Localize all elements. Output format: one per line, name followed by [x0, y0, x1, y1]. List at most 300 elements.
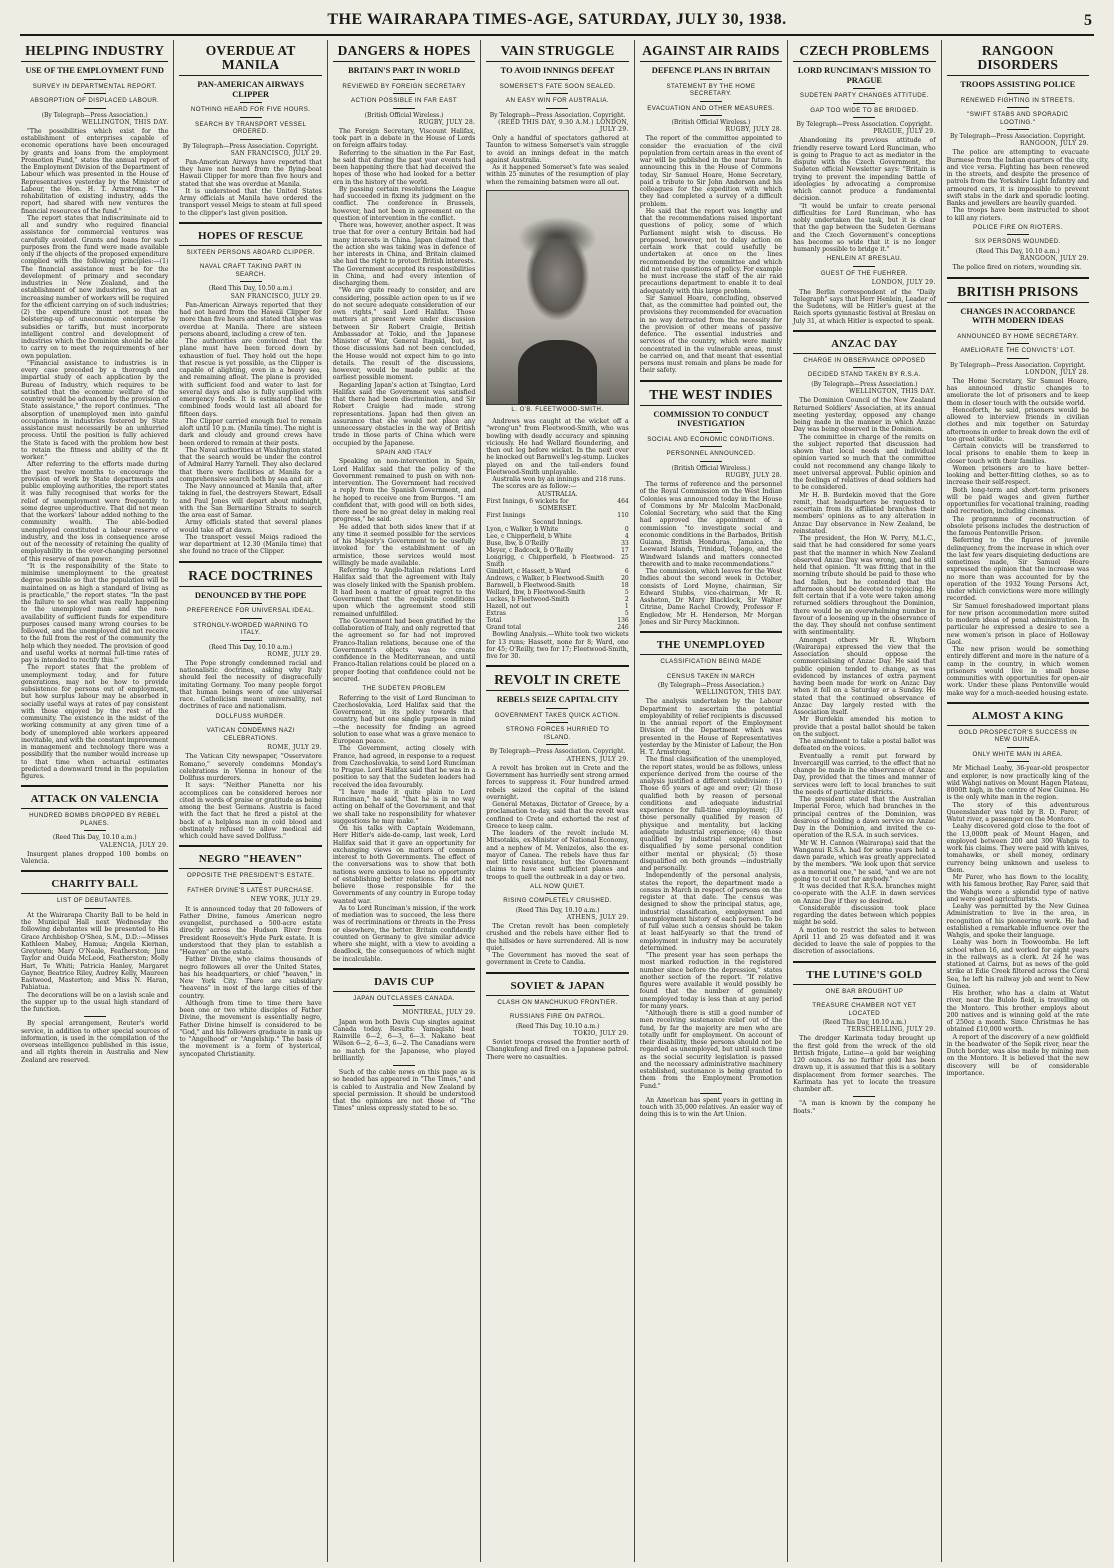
place: (REED THIS DAY, 9.30 A.M.) LONDON, JULY 29. [498, 118, 629, 133]
masthead-title: THE WAIRARAPA TIMES-AGE, SATURDAY, JULY 30, 1938. [327, 11, 787, 28]
paragraph: The transport vessel Meigs radioed the war department at 12.30 (Manila time) that she found no trace of the Clipper. [179, 533, 322, 556]
agency: (British Official Wireless.) [364, 111, 444, 119]
batsman: Lyon, c Walker, b White [486, 526, 559, 534]
paragraph: Mr Burdekin amended his motion to provide that a postal ballot should be taken on the subject. [793, 716, 936, 738]
scoreboard-innings-heading: Second Innings. [532, 519, 583, 527]
dateline [793, 1019, 935, 1033]
paragraph: The Government had been gratified by the collaboration of Italy, and only regretted that the agreement so far had not improved Franco-Italian relations, because one of the Government's objects was to create confidence in the Mediterranean, and until Franco-Italian relations could be placed on a proper footing that confidence could not be secured. [332, 617, 476, 683]
place: WELLINGTON, THIS DAY. [695, 689, 783, 697]
divider [1007, 329, 1029, 330]
table-row [486, 596, 628, 603]
subheadline: NOTHING HEARD FOR FIVE HOURS. [190, 106, 311, 113]
agency: (Reed This Day, 10.10 a.m.) [515, 906, 600, 914]
paragraph: Both long-term and short-term prisoners will be paid wages and given further opportunities for vocational training, reading and recreation, including cinemas. [946, 486, 1089, 516]
divider [1007, 234, 1029, 235]
headline: SOVIET & JAPAN [486, 980, 628, 996]
paragraph: Sir Samuel Hoare, concluding, observed that, as the committee had pointed out, the provisions they recommended for evacuation in no way detracted from the necessity for the provision of other means of passive defence. The essential industries and services of the country, which were mainly concentrated in the vulnerable areas, must be carried on, and that meant that essential persons must remain and plans be made for their safety. [639, 294, 783, 375]
divider [393, 108, 415, 109]
article-hopes-of-rescue [179, 222, 321, 556]
divider [240, 603, 262, 604]
subheadline: STRONGLY-WORDED WARNING TO ITALY. [193, 621, 309, 637]
divider [546, 1009, 568, 1010]
article-race-doctrines [179, 561, 321, 841]
scoreboard-team-heading: SOMERSET. [538, 504, 577, 512]
column-4 [480, 40, 633, 1562]
paragraph: Leahy was born in Toowoomba. He left school when 16, and worked for eight years in the railways as a clerk. At 24 he was stationed at Cairns, but as news of the gold strike at Edie Creek filtered across the Coral Sea, he left his railway job and went to New Guinea. [946, 939, 1089, 990]
paragraph: Leahy was permitted by the New Guinea Administration to live in the area, in recognition of his pioneering work. He had established a remarkable influence over the Wahgis, and spoke their language. [946, 903, 1089, 940]
paragraph: The Dominion Council of the New Zealand Returned Soldiers' Association, at its annual meeting yesterday, opposed any change being made in the manner in which Anzac Day was being observed in the Dominion. [793, 397, 936, 434]
headline: THE UNEMPLOYED [640, 639, 782, 655]
agency: (British Official Wireless.) [671, 464, 751, 472]
scoreboard [486, 512, 628, 519]
paragraph: Pan-American Airways reported that they had not heard from the Hawaii Clipper for more than five hours and stated that she was overdue at Manila. There are sixteen persons aboard, including a crew of ten. [179, 301, 322, 338]
paragraph: After referring to the efforts made during the past twelve months to encourage the provision of work by State departments and public employing authorities, the report states it was fully recognised that works for the relief of unemployment were frequently to some degree unproductive. That did not mean that the workers' labour added nothing to the community wealth. The able-bodied unemployed constituted a labour reserve of industry, and the loss in consequence arose out of the necessity of retaining the quality of employability in the ever-changing personnel of this reserve of man power. [21, 461, 169, 563]
table-row [486, 610, 628, 617]
divider [853, 367, 875, 368]
paragraph: Referring to the figures of juvenile delinquency, from the increase in which over the last few years disquieting deductions are sometimes made, Sir Samuel Hoare expressed the opinion that the increase was no more than was accounted for by the operation of the 1932 Young Persons Act, under which convictions were more willingly recorded. [946, 537, 1089, 603]
article-against-air-raids [640, 44, 782, 375]
place: RUGBY, JULY 28. [725, 471, 783, 479]
subheadline: STATEMENT BY THE HOME SECRETARY. [666, 82, 756, 97]
column-3 [327, 40, 480, 1562]
paragraph: The dredger Karimata today brought up the first gold from the wreck of the old British frigate, Lutine—a gold bar weighing 120 ounces. As no further gold has been drawn up, it is assumed that this is a solitary displacement from former searches. The Karimata has yet to locate the treasure chamber aft. [793, 1035, 936, 1094]
subheadline: USE OF THE EMPLOYMENT FUND [25, 66, 164, 75]
headline: THE LUTINE'S GOLD [793, 969, 935, 985]
dateline [793, 381, 935, 395]
subheadline: SIX PERSONS WOUNDED. [974, 238, 1061, 246]
article-the-unemployed [640, 631, 782, 1119]
subheadline: ANNOUNCED BY HOME SECRETARY. [957, 332, 1079, 340]
divider [393, 93, 415, 94]
divider [700, 461, 722, 462]
dateline [486, 112, 628, 134]
headline: RANGOON DISORDERS [947, 44, 1089, 76]
divider [546, 708, 568, 709]
divider [240, 640, 262, 641]
subheadline: CLASH ON MANCHUKUO FRONTIER. [497, 998, 618, 1006]
place: RANGOON, JULY 29. [1020, 255, 1089, 263]
subheadline: DECIDED STAND TAKEN BY R.S.A. [807, 371, 921, 379]
paragraph: "Financial assistance to industries is in every case preceded by a thorough and impartial study of each application by the Bureau of Industry, which requires to be satisfied that the economic welfare of the country would be advanced by the provision of State assistance," the report continues. "The absorption of unemployed men into gainful occupations in industries fostered by State assistance must necessarily be an unhurried process. Until the position is fully achieved the State is faced with the problem how best to retain the fitness and ability of the fit worker." [21, 359, 169, 462]
paragraph: Referring to the visit of Lord Runciman to Czechoslovakia, Lord Halifax said that the Government, in its policy towards that country, had but one single purpose in mind—the necessity for finding an agreed solution to ease what was a grave menace to European peace. [332, 694, 476, 746]
agency: (Reed This Day, 10.10 a.m.) [515, 1022, 600, 1030]
subheadline: ONLY WHITE MAN IN AREA. [972, 750, 1063, 758]
paragraph: General Metaxas, Dictator of Greece, by a proclamation to-day, said that the revolt was confined to Crete and exhorted the rest of Greece to keep calm. [486, 801, 629, 830]
newspaper-columns [20, 40, 1094, 1562]
headline: AGAINST AIR RAIDS [640, 44, 782, 62]
place: ATHENS, JULY 29. [566, 913, 629, 921]
paragraph: Independently of the personal analysis, states the report, the department made a census in March in respect of persons on the register at that date. The census was designed to show the principal status, age, industrial classification, employment and unemployment history of each person. To be of full value such a census should be taken at least half-yearly so that the trend of employment in industry may be accurately determined. [639, 872, 783, 952]
subheadline: SUDETEN PARTY CHANGES ATTITUDE. [799, 92, 929, 99]
article-lutines-gold [793, 961, 935, 1115]
agency: (By Telegraph—Press Association.) [657, 682, 764, 690]
divider [240, 102, 262, 103]
paragraph: A revolt has broken out in Crete and the Government has hurriedly sent strong armed forces to suppress it. Four hundred armed rebels seized the capital of the island overnight. [486, 764, 629, 801]
paragraph: Referring to Anglo-Italian relations Lord Halifax said that the agreement with Italy was closely linked with the Spanish problem. It had been a matter of great regret to the Government that the requisite conditions upon which the agreement stood still remained unfulfilled. [332, 567, 476, 618]
subheadline: REVIEWED BY FOREIGN SECRETARY [342, 82, 466, 90]
table-row [486, 589, 628, 596]
paragraph: He added that both sides knew that if at any time it seemed possible for the services of his Majesty's Government to be usefully invoked for the establishment of an armistice, those services would most willingly be made available. [332, 523, 476, 567]
divider [853, 103, 875, 104]
dateline [21, 112, 168, 126]
subheadline: ONE BAR BROUGHT UP [825, 987, 904, 995]
paragraph: The Naval authorities at Washington stated that the search would be under the control of Admiral Harry Yarnell. They also declared that there were facilities at Manila for a comprehensive search both by sea and air. [179, 446, 322, 483]
paragraph: Such of the cable news on this page as is so headed has appeared in "The Times," and is cabled to Australia and New Zealand by special permission. It should be understood that the opinions are not those of "The Times" unless expressly stated to be so. [332, 1069, 476, 1113]
batsman: Meyer, c Badcock, b O'Reilly [486, 547, 574, 555]
paragraph: "Although there is still a good number of men receiving sustenance relief out of the fund, by far the majority are men who are totally unfit for employment. On account of their disability, these persons should not be regarded as unemployed, but until such time as the social security legislation is passed and the necessary administrative machinery established, sustenance is being granted to them from the Employment Promotion Fund." [639, 1010, 783, 1090]
place: LONDON, JULY 29. [871, 279, 936, 287]
table-row [486, 582, 628, 589]
paragraph: The Cretan revolt has been completely crushed and the rebels have either fled to the hillsides or have surrendered. All is now quiet. [486, 923, 629, 952]
paragraph: The police fired on rioters, wounding six. [952, 264, 1082, 272]
table-row [486, 624, 628, 631]
paragraph: The Foreign Secretary, Viscount Halifax, took part in a debate in the House of Lords on foreign affairs today. [332, 127, 476, 150]
table-row [486, 540, 628, 547]
divider [1007, 129, 1029, 130]
paragraph: He said that the report was lengthy and that the recommendations raised important questions of policy, some of which Parliament might wish to discuss. He proposed, however, not to delay action on certain work that could usefully be undertaken at once on the lines recommended by the committee and which did not raise questions of policy. For example he must increase the staff of the air raid precautions department to enable it to deal adequately with this large problem. [639, 207, 783, 295]
paragraph: The story of this adventurous Queenslander was told by B. D. Parer, of Watut river, a passenger on the Montoro. [946, 801, 1089, 824]
paragraph: "A man is known by the company he floats." [793, 1100, 936, 1115]
place: RUGBY, JULY 28. [725, 126, 783, 134]
place: MONTREAL, JULY 29. [402, 1009, 476, 1017]
scoreboard [486, 498, 628, 505]
runs: 18 [621, 582, 629, 590]
subheadline: RENEWED FIGHTING IN STREETS. [960, 96, 1075, 104]
dateline [486, 1023, 628, 1037]
page-number: 5 [1084, 12, 1092, 29]
paragraph: It says: "Neither Planetta nor his accomplices can be considered heroes nor cited in words of praise or gratitude as being among the best Germans. Austria is faced with the fact that he fired a pistol at the back of a helpless man in cold blood and obstinately refused to allow medical aid which could have saved Dollfuss." [179, 782, 322, 841]
subheadline: THE SUDETEN PROBLEM [362, 685, 446, 693]
divider [1007, 358, 1029, 359]
place: VALENCIA, JULY 29. [99, 841, 169, 849]
paragraph: Although from time to time there have been one or two white disciples of Father Divine, the movement is essentially negro, Father Divine himself is considered to be "God," and his followers graduate in rank up to "Angelhood" or "Angelship." The basis of the movement is a form of hysterical, syncopated Christianity. [179, 999, 322, 1058]
place: WELLINGTON, THIS DAY. [849, 388, 936, 396]
paragraph: The new prison would be something entirely different and more in the nature of a camp in the country, in which women prisoners would live in small house communities with opportunities for open-air work. Under these plans Pentonville would make way for a much-needed housing estate. [946, 646, 1089, 697]
paragraph: The president, the Hon W. Perry, M.L.C., said that he had considered for some years past that the manner in which New Zealand observed Anzac Day was wrong, and he still held that opinion. "It was fitting that in the morning tribute should be paid to those who had fallen, but he contended that the afternoon should be devoted to rejoicing. He felt certain that if a vote were taken among returned soldiers throughout the Dominion, there would be an overwhelming number in favour of a loosening up in the observance of the day. They should not confuse sentiment with sentimentality. [793, 535, 936, 637]
agency: By Telegraph—Press Association. Copyright. [796, 121, 933, 128]
runs: 20 [621, 575, 629, 583]
table-row [486, 533, 628, 540]
paragraph: Japan won both Davis Cup singles against Canada today. Results: Yamagishi beat Rainville 6—2, 6—3, 6—3. Nakano beat Wilson 6—2, 6—3, 6—2. The Canadians were no match for the Japanese, who played brilliantly. [332, 1018, 476, 1062]
paragraph: Abandoning its previous attitude of friendly reserve toward Lord Runciman, who is going to Prague to act as mediator in the dispute with the Czech Government, the Sudeten official Newsletter says: "Britain is trying to prevent the impending battle of ideologies by advocating a compromise which cannot produce a fundamental decision. [793, 137, 936, 203]
table-row [486, 547, 628, 554]
article-dangers-and-hopes [333, 44, 475, 963]
divider [240, 723, 262, 724]
paragraph: It was decided that R.S.A. branches might co-operate with the A.I.F. in dawn services on Anzac Day if they so desired. [793, 883, 936, 905]
paragraph: Army officials stated that several planes would take off at dawn. [179, 519, 322, 534]
agency: (Reed This Day, 10.10 a.m.) [822, 1019, 907, 1027]
agency: By Telegraph—Press Association. Copyright. [489, 748, 626, 756]
subheadline: CHARGE IN OBSERVANCE OPPOSED [803, 356, 926, 364]
divider [393, 1005, 415, 1006]
divider [393, 79, 415, 80]
score-value: 110 [617, 512, 629, 520]
divider [240, 281, 262, 282]
paragraph: Australia won by an innings and 218 runs. [492, 476, 626, 484]
table-row [486, 568, 628, 575]
article-rangoon-disorders [947, 44, 1089, 272]
divider [84, 93, 106, 94]
paragraph: At the Wairarapa Charity Ball to be held in the Municipal Hall next Wednesday the following debutantes will be presented to His Grace Archbishop O'Shea, S.M., D.D.:—Misses Kathleen Mabey, Hamua; Angela Kiernan, Greytown; Mary O'Neale, Featherston; June Taylor and Ouida McLeod, Featherston; Molly Hart, Te Whiti; Patricia Hanley, Margaret Gaynor, Beatrice Riley, Audrey Kelly, Maureen Eastwood, Masterton; and Miss N. Haran, Pahiatua. [21, 911, 169, 992]
paragraph: By passing certain resolutions the League had succeeded in fixing its judgment on the conflict. The conference in Brussels, however, had not been in agreement on the question of intervention in the conflict. [332, 185, 476, 222]
batsman: Lee, c Chipperfield, b White [486, 533, 572, 541]
dateline [21, 834, 168, 848]
paragraph: Mr Michael Leahy, 36-year-old prospector and explorer, is now practically king of the wild Wahgi natives on Mount Hagen Plateau, 8000ft high, in the centre of New Guinea. He is the only white man in the region. [946, 765, 1089, 802]
paragraph: By special arrangement, Reuter's world service, in addition to other special sources of information, is used in the compilation of the overseas intelligence published in this issue, and all rights therein in Australia and New Zealand are reserved. [21, 1020, 169, 1064]
paragraph: Henceforth, he said, prisoners would be allowed to interview friends in civilian clothes and mix together on Saturday afternoons in order to break down the evil of too great solitude. [946, 406, 1089, 443]
paragraph: The programme of reconstruction of obsolete prisons includes the destruction of the famous Pentonville Prison. [946, 515, 1089, 538]
paragraph: "We are quite ready to consider, and are considering, possible action open to us if we do not secure adequate consideration of our own rights," said Lord Halifax. Those matters at present were under discussion between Sir Robert Craigie, British Ambassador at Tokio, and the Japanese Minister of War, General Itagaki, but, as those discussions had not been concluded, the House would not expect him to go into details. The result of the discussions, however, would be made public at the earliest possible moment. [332, 287, 476, 382]
agency: By Telegraph—Press Association. Copyright. [182, 142, 319, 150]
subheadline: CENSUS TAKEN IN MARCH [666, 672, 756, 680]
paragraph: Women prisoners are to have better-looking and better-fitting clothes, so as to increase their self-respect. [946, 464, 1089, 487]
subheadline: REBELS SEIZE CAPITAL CITY [496, 695, 619, 705]
paragraph: The committee in charge of the remits on the subject reported that discussion had shown that local needs and individual opinion varied so much that the committee could not recommend any change likely to meet universal approval. Public opinion and the feelings of relatives of dead soldiers had to be considered. [793, 433, 936, 492]
score-label: First Innings, 6 wickets for [486, 497, 569, 505]
paragraph: Eventually a remit put forward by Invercargill was carried, to the effect that no change be made in the observance of Anzac Day, provided that the times and manner of services were left to local branches to suit the needs of particular districts. [793, 752, 936, 796]
scoreboard-team-heading: AUSTRALIA. [537, 490, 578, 498]
table-row [486, 617, 628, 624]
subheadline: TROOPS ASSISTING POLICE [960, 80, 1076, 89]
place: RANGOON, JULY 29. [1020, 140, 1089, 148]
subheadline: HUNDRED BOMBS DROPPED BY REBEL PLANES. [29, 812, 161, 827]
place: TOKIO, JULY 29. [573, 1029, 629, 1037]
total-label: Total [486, 617, 502, 625]
subheadline: RISING COMPLETELY CRUSHED. [503, 897, 612, 905]
paragraph: A motion to restrict the sales to between April 11 and 25 was defeated and it was decided to leave the sale of poppies to the discretion of associations. [793, 926, 936, 956]
batsman: Wellard, lbw, b Fleetwood-Smith [486, 589, 586, 597]
article-charity-ball [21, 870, 168, 1064]
paragraph: The police are attempting to evacuate Burmese from the Indian quarters of the city, and vice versa. Fighting has been renewed in the streets, and despite the presence of patrols from the Yorkshire Light Infantry and armoured cars, it is impossible to prevent swift stabs in the dark and sporadic looting. Banks and jewellers are heavily guarded. [946, 149, 1089, 208]
article-anzac-day [793, 330, 935, 956]
dateline [179, 896, 321, 903]
runs: 25 [621, 554, 629, 562]
paragraph: The Pope strongly condemned racial and nationalistic doctrines, asking why Italy should feel the necessity of disgracefully imitating Germany. Too many people forgot that human beings were of one universal race. Catholicism meant universality, not doctrines of race and nationalism. [179, 659, 322, 711]
paragraph: Only a handful of spectators gathered at Taunton to witness Somerset's vain struggle to avoid an innings defeat in the match against Australia. [486, 135, 629, 164]
agency: By Telegraph—Press Association. Copyright. [489, 111, 626, 119]
article-helping-industry [21, 44, 168, 780]
subheadline: LORD RUNCIMAN'S MISSION TO PRAGUE [797, 66, 931, 85]
paragraph: The amendment to take a postal ballot was defeated on the voices. [793, 738, 936, 753]
subheadline: COMMISSION TO CONDUCT INVESTIGATION [653, 409, 769, 429]
subheadline: ACTION POSSIBLE IN FAR EAST [351, 97, 458, 104]
runs: 17 [621, 547, 629, 555]
grand-total-label: Grand total [486, 624, 522, 632]
subheadline: RUSSIANS FIRE ON PATROL. [509, 1013, 606, 1021]
dateline [947, 362, 1089, 376]
paragraph: As to Lord Runciman's mission, if the work of mediation was to succeed, the less there was of recriminations or threats in the Press or elsewhere, the better. Britain confidently counted on Germany to give similar advice where she might, with a view to avoiding a deadlock, the consequences of which might be incalculable. [332, 904, 476, 963]
paragraph: Regarding Japan's action at Tsingtao, Lord Halifax said the Government was satisfied that there had been discrimination, and Sir Robert Craigie had made strong representations. Japan had then given an assurance that she would not place any unnecessary obstacles in the way of British trade in those parts of China which were occupied by the Japanese. [332, 381, 476, 447]
paragraph: His brother, who has a claim at Watut river, near the Bulolo field, is travelling on the Montoro. This brother employs about 200 natives and is winning gold at the rate of 250oz a month. Since Christmas he has obtained £10,000 worth. [946, 990, 1089, 1034]
article-overdue-at-manila [179, 44, 321, 217]
subheadline: GOLD PROSPECTOR'S SUCCESS IN NEW GUINEA. [958, 728, 1078, 744]
divider [240, 139, 262, 140]
paragraph: The terms of reference and the personnel of the Royal Commission on the West Indian Colonies was announced today in the House of Commons by Mr Malcolm MacDonald, Colonial Secretary, who said that the King had approved the appointment of a commission "to investigate social and economic conditions in the Barbados, British Guiana, British Honduras, Jamaica, the Leeward Islands, Trinidad, Tobago, and the Windward Islands and matters connected therewith and to make recommendations." [639, 481, 783, 568]
paragraph: There was, however, another aspect. It was true that for over a century Britain had had many interests in China. Japan claimed that the action she was taking was in defence of her interests in China, and Britain claimed she had the right to protect British interests. The Government accepted its responsibilities in China, and had every intention of discharging them. [332, 222, 476, 288]
paragraph: Mr W. H. Cannon (Wairarapa) said that the Wanganui R.S.A. had for some years held a dawn parade, which was greatly appreciated by the members. "We look upon that service as a memorial one," he said, "and we are not going to cut it out for anybody." [793, 839, 936, 883]
dateline [640, 119, 782, 133]
dateline [333, 112, 475, 126]
paragraph: The Navy announced at Manila that, after taking in fuel, the destroyers Stewart, Edsall and Paul Jones will depart about midnight, with the San Bernardino Straits to search the area east of Samar. [179, 483, 322, 520]
divider [853, 1096, 875, 1097]
divider [1007, 747, 1029, 748]
paragraph: The commission, which leaves for the West Indies about the second week in October, consists of Lord Moyne, chairman, Sir Edward Stubbs, vice-chairman, Mr R. Assheton, Dr Mary Blacklock, Sir Walter Citrine, Dame Rachel Crowdy, Professor F. Engledow, Mr H. Henderson, Mr Morgan Jones and Sir Percy Mackinnon. [639, 568, 783, 626]
subheadline: AN EASY WIN FOR AUSTRALIA. [505, 97, 610, 104]
subheadline: LIST OF DEBUTANTES. [56, 897, 133, 905]
headline: CZECH PROBLEMS [793, 44, 935, 62]
article-soviet-and-japan [486, 972, 628, 1061]
table-row [486, 498, 628, 505]
paragraph: Considerable discussion took place regarding the dates between which poppies might be sold. [793, 904, 936, 927]
divider [853, 88, 875, 89]
subheadline: SIXTEEN PERSONS ABOARD CLIPPER. [186, 248, 315, 256]
agency: By Telegraph—Press Association. Copyright. [949, 361, 1086, 369]
batsman: Buse, lbw, b O'Reilly [486, 540, 549, 548]
divider [546, 744, 568, 745]
paragraph: The decorations will be on a lavish scale and the supper up to the usual high standard of the function. [21, 991, 169, 1014]
divider [1007, 761, 1029, 762]
paragraph: "It would be unfair to create personal difficulties for Lord Runciman, who has nobly undertaken the task, but it is clear that the gap between the Sudeten Germans and the Czech Government's conceptions has become so wide that it is no longer humanly possible to bridge it." [793, 202, 936, 254]
place: TERSCHELLING, JULY 29. [847, 1026, 936, 1034]
subheadline: JAPAN OUTCLASSES CANADA. [353, 994, 455, 1002]
article-almost-a-king [947, 702, 1089, 1077]
paragraph: Certain convicts will be transferred to local prisons to enable them to keep in closer touch with their families. [946, 443, 1089, 465]
photo-caption: L. O'B. FLEETWOOD-SMITH. [511, 406, 604, 413]
subheadline: NAVAL CRAFT TAKING PART IN SEARCH. [199, 263, 302, 278]
subheadline: TO AVOID INNINGS DEFEAT [500, 66, 615, 75]
dateline [793, 279, 935, 286]
agency: (By Telegraph—Press Association.) [41, 111, 148, 119]
paragraph: "I have made it quite plain to Lord Runciman," he said, "that he is in no way acting on behalf of the Government, and that we shall take no responsibility for whatever suggestions he may make." [332, 788, 476, 825]
batsman: Andrews, c Walker, b Fleetwood-Smith [486, 575, 604, 583]
batsman: Longrigg, c Chipperfield, b Fleetwood-Smith [486, 554, 615, 569]
subheadline: FATHER DIVINE'S LATEST PURCHASE. [187, 886, 315, 894]
headline: ALMOST A KING [947, 710, 1089, 726]
subheadline: ABSORPTION OF DISPLACED LABOUR. [30, 97, 160, 104]
headline: BRITISH PRISONS [947, 285, 1089, 303]
paragraph: Father Divine, who claims thousands of negro followers all over the United States, has his headquarters, or chief "heaven," in New York City. There are subsidiary "heavens" in most of the large cities of the country. [179, 956, 322, 1000]
paragraph: As it happened Somerset's fate was sealed within 25 minutes of the resumption of play when the remaining batsmen were all out. [486, 164, 629, 186]
place: SAN FRANCISCO, JULY 29. [230, 149, 322, 157]
paragraph: The analysis undertaken by the Labour Department to ascertain the potential employability of relief recipients is discussed in the annual report of the Employment Division of the Department which was presented in the House of Representatives yesterday by the Minister of Labour, the Hon H. T. Armstrong. [639, 698, 783, 757]
divider [853, 266, 875, 267]
subheadline: SOCIAL AND ECONOMIC CONDITIONS. [647, 435, 775, 443]
place: NEW YORK, JULY 29. [250, 896, 322, 904]
paragraph: The president stated that the Australian Imperial Force, which had branches in the principal centres of the Dominion, was desirous of holding a dawn service on Anzac Day in the Dominion, and invited the co-operation of the R.S.A. in such services. [793, 796, 936, 840]
headline: THE WEST INDIES [640, 388, 782, 406]
paragraph: The report of the committee appointed to consider the evacuation of the civil population from certain areas in the event of war will be published in the near future. In announcing this in the House of Commons today, Sir Samuel Hoare, Home Secretary, paid a tribute to Sir John Anderson and his colleagues for the expedition with which they had completed a survey of a difficult problem. [639, 135, 783, 208]
score-value: 464 [617, 497, 629, 505]
agency: (British Official Wireless.) [671, 119, 751, 126]
subheadline: SOMERSET'S FATE SOON SEALED. [499, 82, 616, 90]
place: WELLINGTON, THIS DAY. [81, 118, 169, 126]
divider [84, 79, 106, 80]
place: LONDON, JULY 28. [1025, 368, 1089, 376]
paragraph: "The present year has seen perhaps the most marked reduction in the registered number since before the depression," states another section of the report. "If relative figures were available it would possibly be found that the number of genuinely unemployed today is less than at any period for many years. [639, 952, 783, 1010]
dateline [179, 744, 321, 751]
divider [546, 108, 568, 109]
subheadline: GOVERNMENT TAKES QUICK ACTION. [494, 711, 621, 719]
divider [240, 259, 262, 260]
divider [546, 93, 568, 94]
paragraph: "It is the responsibility of the State to minimise unemployment to the greatest degree possible so that the population will be maintained on as high a standard of living as is practicable," the report states. "In the past the failure to see what was really happening to the unemployed man and the non-availability of sufficient funds for expenditure purposes caused many wrong courses to be followed, and the unemployed did not receive to the full from the rest of the community the help which they needed. The provision of good and useful works at normal full-time rates of pay is intended to rectify this." [21, 562, 169, 665]
divider [240, 117, 262, 118]
subheadline: HENLEIN AT BRESLAU. [826, 255, 903, 263]
headline: CHARITY BALL [21, 878, 168, 894]
divider [700, 1093, 722, 1094]
paragraph: A report of the discovery of a new goldfield in the headwater of the Sepik river, near the Dutch border, was also made by mining men on the Montoro. It is believed that the new discovery will be of considerable importance. [946, 1033, 1089, 1077]
grand-total-value: 246 [617, 624, 629, 632]
paragraph: The Vatican City newspaper, "Osservatore Romano," severely condemns Monday's celebrations in Vienna in honour of the Dollfuss murderers. [179, 753, 322, 783]
agency: (Reed This Day, 10.10 a.m.) [52, 834, 137, 842]
subheadline: TREASURE CHAMBER NOT YET LOCATED [812, 1002, 917, 1017]
headline: HELPING INDUSTRY [21, 44, 168, 62]
paragraph: An American has spent years in getting in touch with 35,000 relatives. An easier way of doing this is to win the Art Union. [639, 1096, 783, 1119]
subheadline: DOLLFUSS MURDER. [215, 712, 286, 720]
article-west-indies [640, 380, 782, 626]
article-revolt-in-crete [486, 665, 628, 966]
divider [853, 998, 875, 999]
divider [240, 883, 262, 884]
subheadline: OPPOSITE THE PRESIDENT'S ESTATE. [186, 872, 315, 880]
dateline [640, 465, 782, 479]
dateline [179, 143, 321, 157]
article-davis-cup [333, 968, 475, 1113]
headline: REVOLT IN CRETE [486, 673, 628, 691]
divider [84, 108, 106, 109]
paragraph: Soviet troops crossed the frontier north of Changkufeng and fired on a Japanese patrol. There were no casualties. [486, 1039, 629, 1061]
subheadline: GAP TOO WIDE TO BE BRIDGED. [810, 106, 919, 114]
dateline [486, 907, 628, 921]
divider [546, 893, 568, 894]
subheadline: AMELIORATE THE CONVICTS' LOT. [960, 347, 1076, 355]
divider [240, 618, 262, 619]
paragraph: The Clipper carried enough fuel to remain aloft until 10 p.m. (Manila time). The night is dark and cloudy and ground crews have been ordered to remain at their posts. [179, 417, 322, 447]
headline: DAVIS CUP [333, 976, 475, 992]
paragraph: Referring to the situation in the Far East, he said that during the past year events had been happening there that had deceived the hopes of those who had looked for a better era in the history of the world. [332, 149, 476, 186]
paragraph: The Government, acting closely with France, had agreed, in response to a request from Czechoslovakia, to send Lord Runciman to Prague. Lord Halifax said that he was in a position to say that the Sudeten leaders had received the idea favourably. [332, 745, 476, 789]
subheadline: GUEST OF THE FUEHRER. [820, 269, 908, 277]
runs: 1 [624, 603, 629, 611]
divider [700, 101, 722, 102]
subheadline: SURVEY IN DEPARTMENTAL REPORT. [32, 82, 157, 90]
place: ATHENS, JULY 29. [566, 755, 629, 763]
paragraph: Insurgent planes dropped 100 bombs on Valencia. [21, 850, 169, 866]
paragraph: It is announced today that 20 followers of Father Divine, famous American negro evangelist, purchased a 500-acre estate directly across the Hudson River from President Roosevelt's Hyde Park estate. It is understood that they plan to establish a "Heaven" on the estate. [179, 905, 322, 957]
subheadline: VATICAN CONDEMNS NAZI CELEBRATIONS. [206, 727, 295, 742]
dateline [640, 682, 782, 696]
paragraph: Sir Samuel foreshadowed important plans for new prison accommodation more suited to modern ideas of penal administration. In particular he expressed a desire to see a new women's prison in place of Holloway Gaol. [946, 602, 1089, 646]
divider [853, 117, 875, 118]
divider [700, 432, 722, 433]
paragraph: Mr H. B. Burdekin moved that the Gore remit, that headquarters be requested to ascertain from its affiliated branches their members' opinions as to any alteration in Anzac Day observance in New Zealand, be reinstated. [793, 491, 936, 535]
column-5 [634, 40, 787, 1562]
subheadline: BRITAIN'S PART IN WORLD [348, 66, 461, 75]
dateline [179, 644, 321, 658]
dateline [793, 121, 935, 135]
divider [546, 79, 568, 80]
score-label: First Innings [486, 512, 526, 520]
subheadline: POLICE FIRE ON RIOTERS. [972, 223, 1063, 231]
batsman: Luckes, b Fleetwood-Smith [486, 596, 570, 604]
divider [393, 1065, 415, 1066]
paragraph: Mr Parer, who has flown to the locality, with his famous brother, Ray Parer, said that the Wahgis were a splendid type of native and were good agriculturists. [946, 874, 1089, 903]
runs: 5 [624, 589, 629, 597]
agency: By Telegraph—Press Association. Copyright. [949, 133, 1086, 140]
subheadline: ALL NOW QUIET. [530, 882, 585, 890]
paragraph: The authorities are convinced that the plane must have been forced down by exhaustion of fuel. They hold out the hope that rescue is yet possible, as the Clipper is capable of alighting, even in a heavy sea, and remaining afloat. The plane is provided with sufficient food and water to last for several days and also is fully supplied with emergency foods. It is estimated that the combined foods would last all aboard for fifteen days. [179, 338, 322, 418]
paragraph: The report states that the problem of unemployment today, and for future generations, may not be how to provide subsistence for persons out of employment, but how surplus labour may be absorbed in socially useful ways at rates of pay consistent with those enjoyed by the rest of the community. The existence in the midst of the working community at any given time of a body of unemployed able workers appeared inevitable, and with the constant improvement in management and technology there was a possibility that the number would increase up to that time when actuarial estimates predicted a downward trend in the population figures. [21, 664, 169, 781]
